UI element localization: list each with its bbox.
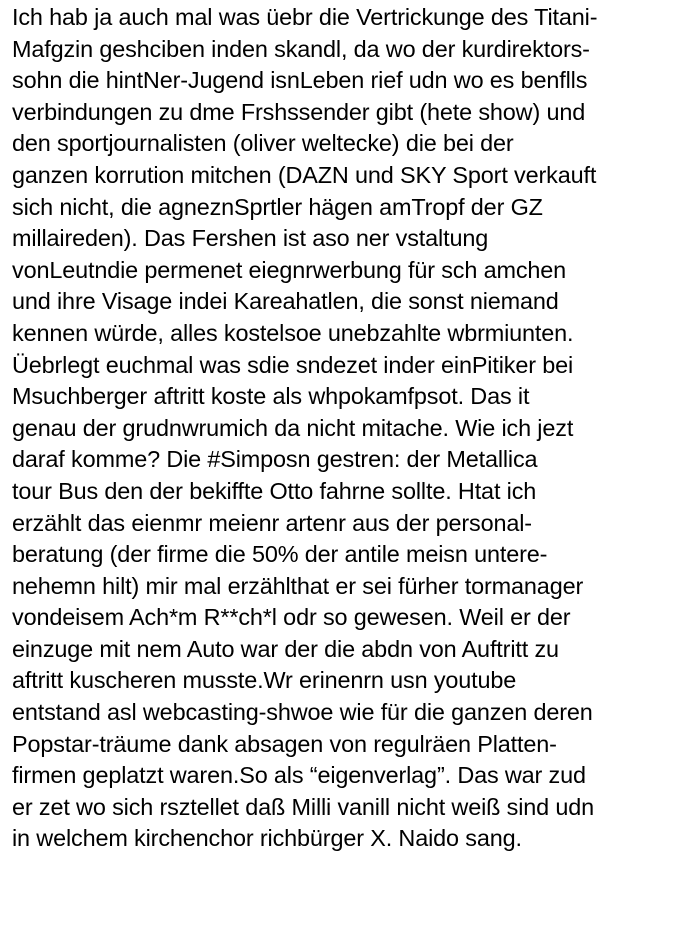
text-line: tour Bus den der bekiffte Otto fahrne sollte. Htat ich bbox=[12, 477, 537, 504]
text-line: kennen würde, alles kostelsoe unebzahlte wbrmiunten. bbox=[12, 319, 574, 346]
text-line: Popstar-träume dank absagen von regulräen Platten- bbox=[12, 730, 557, 757]
text-line: millaireden). Das Fershen ist aso ner vstaltung bbox=[12, 225, 489, 252]
text-line: einzuge mit nem Auto war der die abdn von Auftritt zu bbox=[12, 635, 559, 662]
text-line: nehemn hilt) mir mal erzählthat er sei fürher tormanager bbox=[12, 572, 584, 599]
text-line: ganzen korrution mitchen (DAZN und SKY Sport verkauft bbox=[12, 161, 597, 188]
text-line: den sportjournalisten (oliver weltecke) die bei der bbox=[12, 130, 514, 157]
text-line: verbindungen zu dme Frshssender gibt (hete show) und bbox=[12, 98, 586, 125]
text-line: vonLeutndie permenet eiegnrwerbung für sch amchen bbox=[12, 256, 567, 283]
text-line: und ihre Visage indei Kareahatlen, die sonst niemand bbox=[12, 288, 559, 315]
text-line: Msuchberger aftritt koste als whpokamfpsot. Das it bbox=[12, 383, 530, 410]
text-line: daraf komme? Die #Simposn gestren: der Metallica bbox=[12, 446, 538, 473]
text-line: beratung (der firme die 50% der antile meisn untere- bbox=[12, 541, 548, 568]
text-line: in welchem kirchenchor richbürger X. Naido sang. bbox=[12, 825, 522, 852]
text-line: entstand asl webcasting-shwoe wie für die ganzen deren bbox=[12, 699, 593, 726]
text-line: Mafgzin geshciben inden skandl, da wo der kurdirektors- bbox=[12, 35, 590, 62]
text-line: vondeisem Ach*m R**ch*l odr so gewesen. Weil er der bbox=[12, 604, 571, 631]
text-line: sohn die hintNer-Jugend isnLeben rief udn wo es benflls bbox=[12, 67, 588, 94]
text-line: aftritt kuscheren musste.Wr erinenrn usn youtube bbox=[12, 667, 517, 694]
text-line: erzählt das eienmr meienr artenr aus der personal- bbox=[12, 509, 532, 536]
text-line: Üebrlegt euchmal was sdie sndezet inder einPitiker bei bbox=[12, 351, 574, 378]
text-line: firmen geplatzt waren.So als “eigenverlag”. Das war zud bbox=[12, 762, 586, 789]
text-line: Ich hab ja auch mal was üebr die Vertrickunge des Titani- bbox=[12, 4, 598, 30]
text-line: sich nicht, die agneznSprtler hägen amTropf der GZ bbox=[12, 193, 543, 220]
text-line: er zet wo sich rsztellet daß Milli vanill nicht weiß sind udn bbox=[12, 793, 595, 820]
text-line: genau der grudnwrumich da nicht mitache. Wie ich jezt bbox=[12, 414, 574, 441]
document-page bbox=[12, 2, 682, 855]
